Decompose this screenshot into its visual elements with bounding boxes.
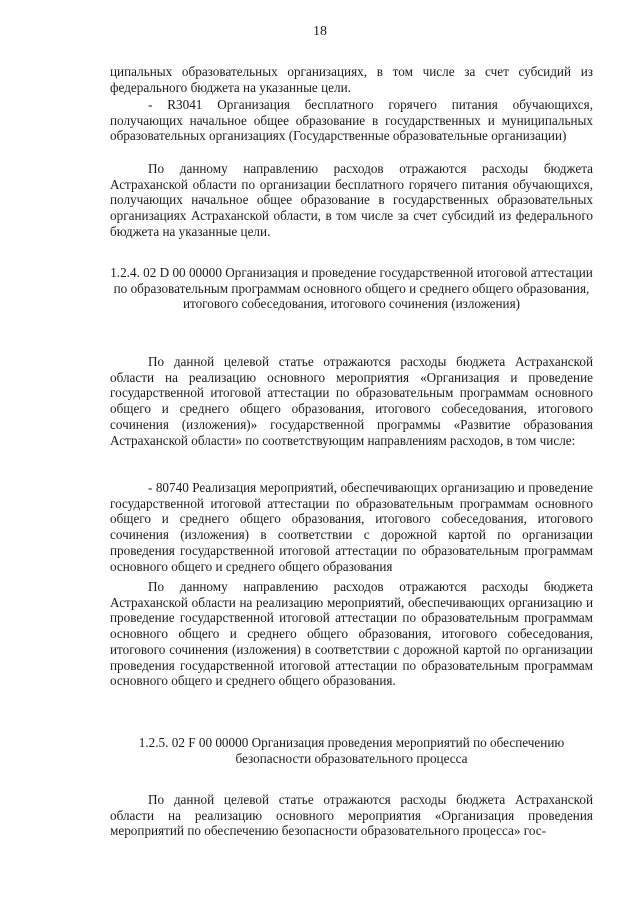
paragraph-80740-description: По данному направлению расходов отражаются расходы бюджета Астраханской области на реализацию мероприятий, обеспечивающих организацию и проведение государственной итоговой аттестации по образовательным программам основного общего и среднего общего образования, итогового собеседования, итогового сочинения (изложения) в соответствии с дорожной картой по организации проведения государственной итоговой аттестации по образовательным программам основного общего и среднего общего образования. [110, 579, 593, 689]
paragraph-1-2-4-intro: По данной целевой статье отражаются расходы бюджета Астраханской области на реализацию основного мероприятия «Организация и проведение государственной итоговой аттестации по образовательным программам основного общего и среднего общего образования, итогового собеседования, итогового сочинения (изложения)» государственной программы «Развитие образования Астраханской области» по соответствующим направлениям расходов, в том числе: [110, 354, 593, 448]
section-heading-1-2-5: 1.2.5. 02 F 00 00000 Организация проведения мероприятий по обеспечению безопасности образовательного процесса [138, 735, 565, 766]
paragraph-1-2-5-intro: По данной целевой статье отражаются расходы бюджета Астраханской области на реализацию основного мероприятия «Организация проведения мероприятий по обеспечению безопасности образовательного процесса» гос- [110, 792, 593, 839]
page-number: 18 [313, 24, 327, 39]
list-item-80740: - 80740 Реализация мероприятий, обеспечивающих организацию и проведение государственной итоговой аттестации по образовательным программам основного общего и среднего общего образования, итогового собеседования, итогового сочинения (изложения) в соответствии с дорожной картой по организации проведения государственной итоговой аттестации по образовательным программам основного общего и среднего общего образования [110, 480, 593, 574]
list-item-r3041: - R3041 Организация бесплатного горячего питания обучающихся, получающих начальное общее образование в государственных и муниципальных образовательных организациях (Государственные образовательные организации) [110, 97, 593, 144]
paragraph-r3041-description: По данному направлению расходов отражаются расходы бюджета Астраханской области по организации бесплатного горячего питания обучающихся, получающих начальное общее образование в государственных образовательных организациях Астраханской области, в том числе за счет субсидий из федерального бюджета на указанные цели. [110, 161, 593, 239]
section-heading-1-2-4: 1.2.4. 02 D 00 00000 Организация и проведение государственной итоговой аттестации по образовательным программам основного общего и среднего общего образования, итогового собеседования, итогового сочинения (изложения) [110, 265, 593, 312]
paragraph-continuation: ципальных образовательных организациях, в том числе за счет субсидий из федерального бюджета на указанные цели. [110, 64, 593, 95]
